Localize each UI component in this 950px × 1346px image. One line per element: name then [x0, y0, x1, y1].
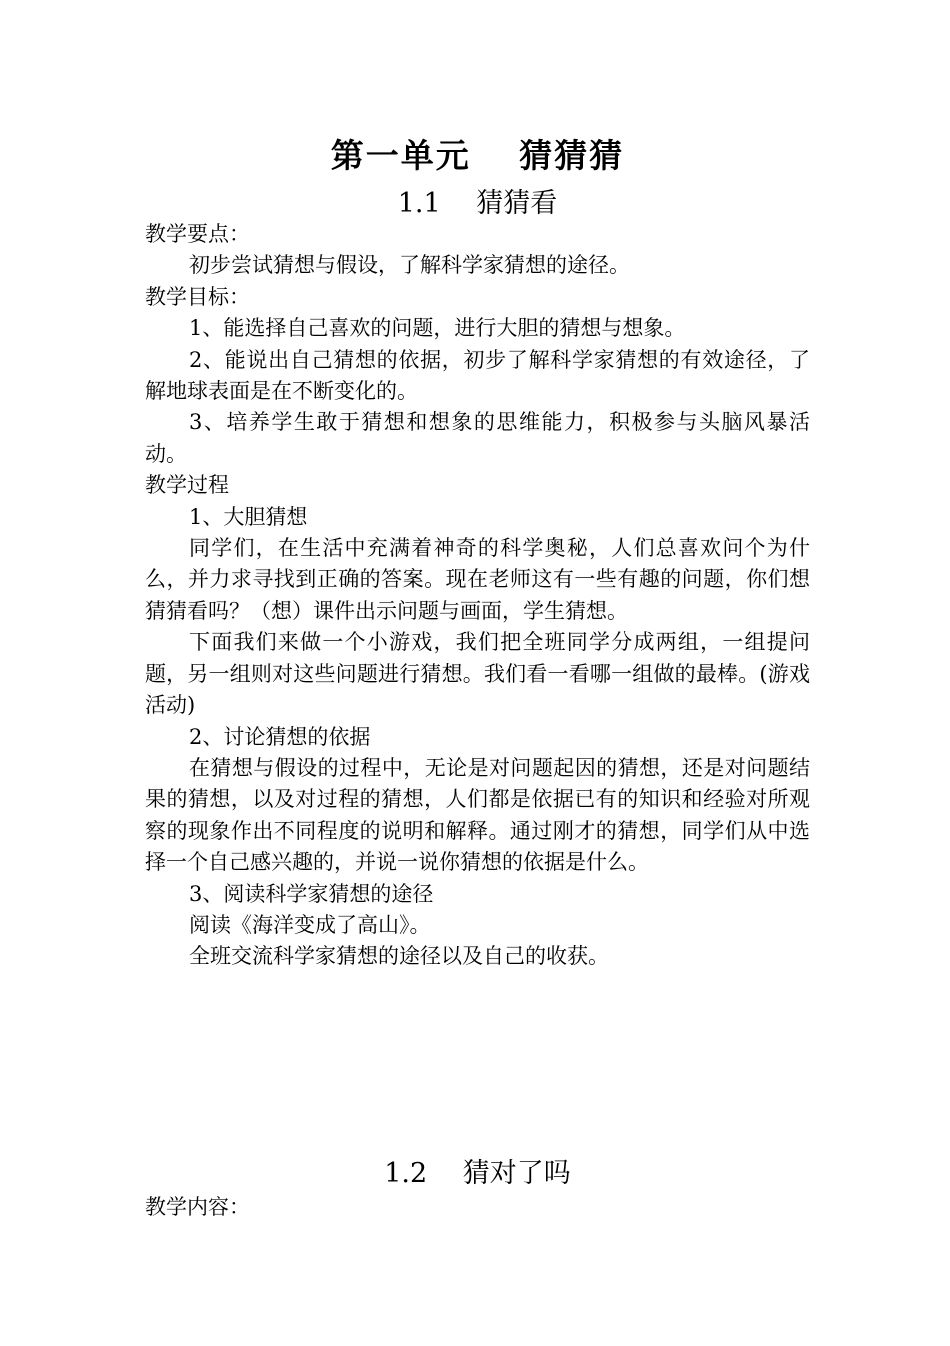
step-1-paragraph-2: 下面我们来做一个小游戏，我们把全班同学分成两组，一组提问题，另一组则对这些问题进行猜想。我们看一看哪一组做的最棒。(游戏活动): [145, 630, 810, 718]
goal-item-3: 3、培养学生敢于猜想和想象的思维能力，积极参与头脑风暴活动。: [145, 410, 810, 466]
step-2-title: 2、讨论猜想的依据: [189, 724, 371, 749]
step-2-paragraph: 在猜想与假设的过程中，无论是对问题起因的猜想，还是对问题结果的猜想，以及对过程的猜想，人们都是依据已有的知识和经验对所观察的现象作出不同程度的说明和解释。通过刚才的猜想，同学们从中选择一个自己感兴趣的，并说一说你猜想的依据是什么。: [145, 755, 810, 875]
step-3-paragraph-2: 全班交流科学家猜想的途径以及自己的收获。: [189, 944, 609, 969]
content-label: 教学内容：: [145, 1195, 250, 1219]
focus-text: 初步尝试猜想与假设，了解科学家猜想的途径。: [189, 253, 630, 278]
process-label: 教学过程: [145, 473, 229, 498]
focus-label: 教学要点：: [145, 222, 250, 246]
step-3-paragraph-1: 阅读《海洋变成了高山》。: [189, 912, 431, 937]
unit-title: 第一单元 猜猜猜: [330, 136, 625, 175]
step-1-paragraph-1: 同学们，在生活中充满着神奇的科学奥秘，人们总喜欢问个为什么，并力求寻找到正确的答案。现在老师这有一些有趣的问题，你们想猜猜看吗？（想）课件出示问题与画面，学生猜想。: [145, 536, 810, 623]
step-1-title: 1、大胆猜想: [189, 504, 308, 529]
lesson-title-1-2: 1.2 猜对了吗: [384, 1158, 571, 1189]
lesson-title-1-1: 1.1 猜猜看: [397, 188, 558, 219]
step-3-title: 3、阅读科学家猜想的途径: [189, 881, 434, 906]
goals-label: 教学目标：: [145, 284, 250, 309]
lesson-1-body: [145, 219, 810, 973]
goal-item-2: 2、能说出自己猜想的依据，初步了解科学家猜想的有效途径，了解地球表面是在不断变化的。: [145, 347, 810, 404]
goal-item-1: 1、能选择自己喜欢的问题，进行大胆的猜想与想象。: [189, 316, 686, 341]
